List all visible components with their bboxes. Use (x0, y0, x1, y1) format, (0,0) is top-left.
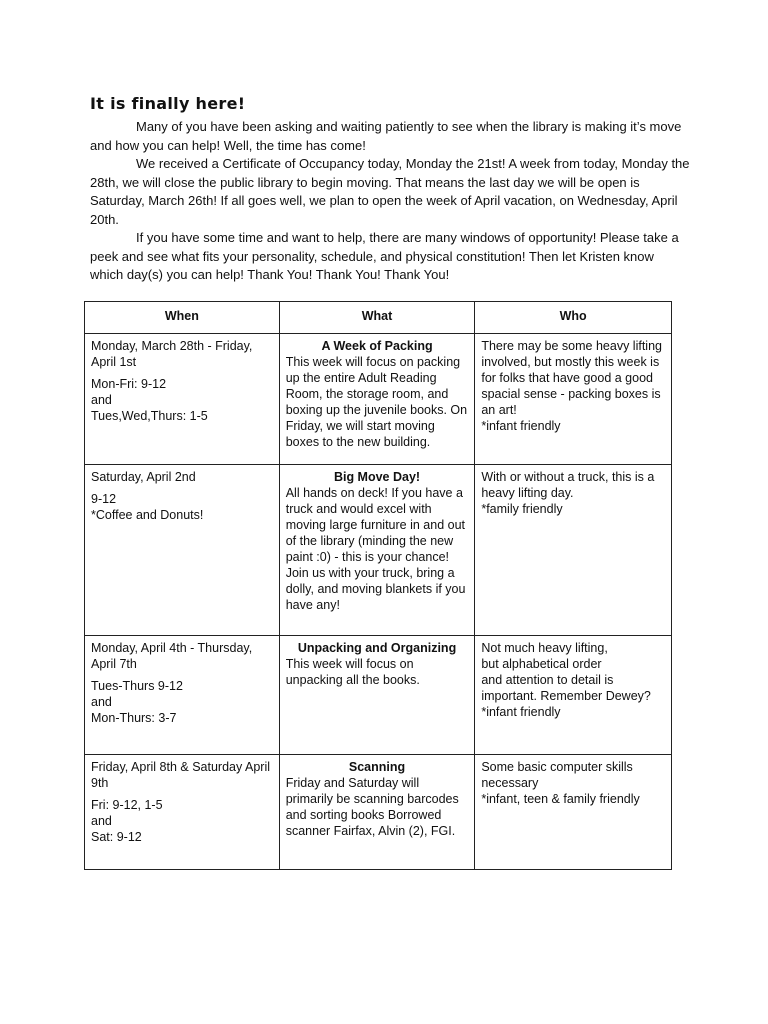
what-cell (279, 334, 475, 465)
when-and: and (91, 695, 112, 709)
what-body: All hands on deck! If you have a truck and would excel with moving large furniture in and out of the library (minding the new paint :0) - this is your chance! Join us with your truck, bring a dolly, and moving blankets if you have any! (285, 486, 466, 612)
intro-paragraph: Many of you have been asking and waiting patiently to see when the library is making it’s move and how you can help! Well, the time has come! (90, 119, 682, 153)
when-hours: Tues,Wed,Thurs: 1-5 (91, 409, 208, 423)
who-cell (475, 334, 672, 465)
who-text: There may be some heavy lifting involved, but mostly this week is for folks that have good a good spacial sense - packing boxes is an art! (481, 339, 662, 417)
when-dates: Monday, April 4th - Thursday, April 7th (91, 641, 253, 671)
when-hours: Mon-Thurs: 3-7 (91, 711, 177, 725)
when-hours: Tues-Thurs 9-12 (91, 679, 183, 693)
when-cell (85, 755, 280, 870)
who-note: *infant friendly (481, 419, 561, 433)
intro-paragraph: If you have some time and want to help, there are many windows of opportunity! Please take a peek and see what fits your personality, schedule, and physical constitution! Then let Kristen know which day(s) you can help! Thank You! Thank You! Thank You! (90, 230, 679, 282)
intro-text (90, 118, 690, 285)
what-cell (279, 755, 475, 870)
who-cell (475, 636, 672, 755)
who-note: *infant, teen & family friendly (481, 792, 640, 806)
when-cell (85, 636, 280, 755)
what-body: Friday and Saturday will primarily be scanning barcodes and sorting books Borrowed scanner Fairfax, Alvin (2), FGI. (285, 776, 459, 838)
when-hours: 9-12 (91, 492, 117, 506)
what-body: This week will focus on packing up the entire Adult Reading Room, the storage room, and boxing up the juvenile books. On Friday, we will start moving boxes to the new building. (285, 355, 468, 449)
when-dates: Friday, April 8th & Saturday April 9th (91, 760, 271, 790)
what-title: Big Move Day! (333, 470, 421, 484)
table-row (85, 334, 672, 465)
what-cell (279, 636, 475, 755)
page-heading: It is finally here! (90, 94, 246, 113)
who-cell (475, 755, 672, 870)
what-title: A Week of Packing (321, 339, 433, 353)
when-dates: Saturday, April 2nd (91, 470, 196, 484)
when-cell (85, 334, 280, 465)
when-note: *Coffee and Donuts! (91, 508, 204, 522)
header-who: Who (475, 302, 672, 334)
what-body: This week will focus on unpacking all the books. (285, 657, 420, 687)
who-note: *infant friendly (481, 705, 561, 719)
who-text: With or without a truck, this is a heavy lifting day. (481, 470, 655, 500)
who-text: but alphabetical order (481, 657, 602, 671)
when-dates: Monday, March 28th - Friday, April 1st (91, 339, 253, 369)
what-cell (279, 465, 475, 636)
what-title: Scanning (348, 760, 406, 774)
who-cell (475, 465, 672, 636)
who-text: Some basic computer skills necessary (481, 760, 633, 790)
schedule-table (84, 301, 672, 870)
when-hours: Mon-Fri: 9-12 (91, 377, 167, 391)
when-hours: Fri: 9-12, 1-5 (91, 798, 163, 812)
when-and: and (91, 814, 112, 828)
when-and: and (91, 393, 112, 407)
who-text: Not much heavy lifting, (481, 641, 608, 655)
who-note: *family friendly (481, 502, 563, 516)
who-text: and attention to detail is important. Remember Dewey? (481, 673, 651, 703)
when-cell (85, 465, 280, 636)
table-row (85, 465, 672, 636)
what-title: Unpacking and Organizing (297, 641, 457, 655)
header-what: What (279, 302, 475, 334)
header-when: When (85, 302, 280, 334)
intro-paragraph: We received a Certificate of Occupancy today, Monday the 21st! A week from today, Monday the 28th, we will close the public library to begin moving. That means the last day we will be open is Saturday, March 26th! If all goes well, we plan to open the week of April vacation, on Wednesday, April 20th. (90, 156, 690, 227)
table-row (85, 636, 672, 755)
when-hours: Sat: 9-12 (91, 830, 142, 844)
table-row (85, 755, 672, 870)
table-header-row (85, 302, 672, 334)
